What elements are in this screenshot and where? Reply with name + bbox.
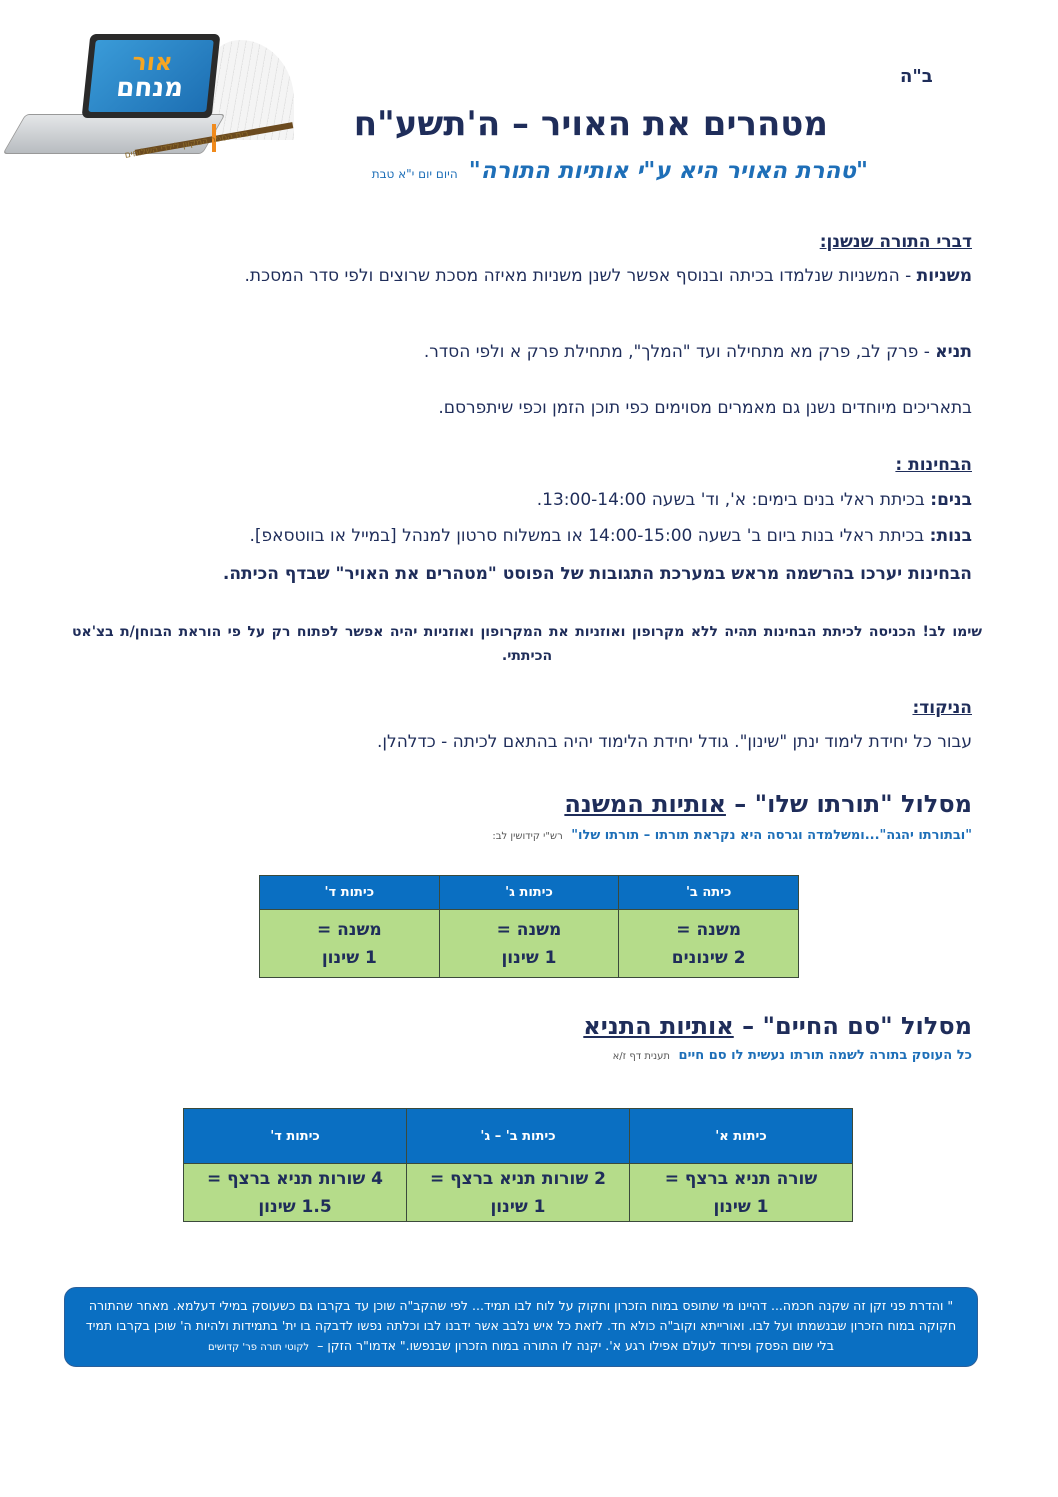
logo-text-or: אור [130, 48, 175, 76]
table-header-row [184, 1109, 853, 1164]
subtitle-quote: "טהרת האויר היא ע"י אותיות התורה" [468, 158, 868, 184]
table-cell [630, 1164, 853, 1222]
page-subtitle [372, 158, 868, 184]
girls-exam-line [249, 516, 972, 556]
table-row [260, 910, 799, 978]
track-tanya-title [583, 1012, 972, 1040]
table-header-row [260, 876, 799, 910]
cell-line: 1 שינון [501, 947, 557, 968]
laptop-screen-graphic [82, 34, 221, 118]
mishnayot-paragraph [130, 256, 972, 296]
special-dates-paragraph: בתאריכים מיוחדים נשנן גם מאמרים מסוימים כפי תוכן הזמן וכפי שיתפרסם. [438, 398, 972, 418]
table-cell [407, 1164, 630, 1222]
tanya-text: - פרק לב, פרק מא מתחילה ועד "המלך", מתחילת פרק א ולפי הסדר. [423, 342, 936, 362]
alter-rebbe-quote-box [64, 1287, 978, 1367]
cell-line: משנה = [316, 919, 382, 940]
tanya-paragraph [424, 332, 972, 372]
table-cell [260, 910, 440, 978]
logo-text-menachem: מנחם [114, 73, 185, 103]
mishnayot-label: משניות [916, 266, 972, 286]
scoring-paragraph: עבור כל יחידת לימוד ינתן "שינון". גודל יחידת הלימוד יהיה בהתאם לכיתה - כדלהלן. [377, 732, 972, 752]
track-mishna-title [564, 790, 972, 818]
table-header-cell: כיתות א' [630, 1109, 853, 1164]
registration-line: הבחינות יערכו בהרשמה מראש במערכת התגובות של הפוסט "מטהרים את האויר" שבדף הכיתה. [222, 564, 972, 584]
table-header-cell: כיתה ב' [619, 876, 799, 910]
exam-notice: שימו לב! הכניסה לכיתת הבחינות תהיה ללא מקרופון ואוזניות את המקרופון ואוזניות יהיה אפשר לפתוח רק על פי הוראת הבוחן/ת בצ'אט הכיתתי. [72, 624, 982, 664]
cell-line: 2 שורות תניא ברצף = [429, 1168, 607, 1189]
logo-caption: בית הספר המקוון לילדי השלוחים [124, 129, 250, 161]
quote-source: לקוטי תורה פר' קדושים [208, 1342, 310, 1353]
cell-line: משנה = [496, 919, 562, 940]
table-cell [619, 910, 799, 978]
school-logo [14, 28, 294, 168]
girls-label: בנות: [929, 526, 972, 546]
track-tanya-subtitle [613, 1048, 972, 1063]
cell-line: משנה = [676, 919, 742, 940]
mishnayot-text: - המשניות שנלמדו בכיתה ובנוסף אפשר לשנן משניות מאיזה מסכת שרוצים ולפי סדר המסכת. [244, 266, 917, 286]
boys-text: בכיתת ראלי בנים בימים: א', וד' בשעה 13:00-14:00. [536, 490, 931, 510]
table-row [184, 1164, 853, 1222]
cell-line: 1 שינון [490, 1196, 546, 1217]
mishna-scoring-table [259, 875, 799, 978]
quote-text: " והדרת פני זקן זה שקנה חכמה... דהיינו מי שתופס במוח הזכרון וחקוק על לוח לבו תמיד... לפי שהקב"ה שוכן עד בקרבו גם כשעוסק במילי דעלמא. מאחר שהתורה חקוקה במוח הזכרון שבנשמתו ועל לבו. ואורייתא וקוב"ה כולא חד. לזאת כל איש נלבב אשר ידבנו לבו וכלתה נפשו לדבקה בו ית' בתמידות ולהיות ה' שוכן בקרבו תמיד בלי שום הפסק ופירוד לעולם אפילו רגע א'. יקנה לו התורה במוח הזכרון שבנפשו." אדמו"ר הזקן – [85, 1298, 957, 1353]
track-mishna-quote: "ובתורתו יהגה"...ומשלמדה וגרסה היא נקראת תורתו – תורתו שלו" [571, 828, 972, 843]
torah-section-heading: דברי התורה שנשנן: [819, 232, 972, 252]
track-mishna-source: רש"י קידושין לב: [492, 831, 563, 842]
scoring-section-heading: הניקוד: [912, 698, 972, 718]
cell-line: 1 שינון [713, 1196, 769, 1217]
table-header-cell: כיתות ד' [184, 1109, 407, 1164]
tanya-label: תניא [935, 342, 972, 362]
exams-section-heading: הבחינות : [895, 455, 972, 475]
track-tanya-title-underlined: אותיות התניא [583, 1012, 734, 1040]
page-title: מטהרים את האויר – ה'תשע"ח [353, 104, 828, 144]
boys-exam-line [537, 480, 972, 520]
cell-line: 4 שורות תניא ברצף = [206, 1168, 384, 1189]
subtitle-date: היום יום י"א טבת [371, 167, 458, 181]
cell-line: 2 שינונים [671, 947, 746, 968]
bh-mark: ב"ה [900, 66, 933, 87]
table-header-cell: כיתות ד' [260, 876, 440, 910]
track-tanya-quote: כל העוסק בתורה לשמה תורתו נעשית לו סם חיים [678, 1048, 972, 1063]
track-mishna-title-underlined: אותיות המשנה [564, 790, 726, 818]
table-cell [184, 1164, 407, 1222]
table-header-cell: כיתות ב' – ג' [407, 1109, 630, 1164]
cell-line: 1.5 שינון [258, 1196, 332, 1217]
track-tanya-source: תענית דף ז/א [612, 1051, 670, 1062]
track-mishna-title-prefix: מסלול "תורתו שלו" – [725, 790, 972, 818]
table-header-cell: כיתות ג' [439, 876, 619, 910]
girls-text: בכיתת ראלי בנות ביום ב' בשעה 14:00-15:00 או במשלוח סרטון למנהל [במייל או בווטסאפ]. [249, 526, 930, 546]
table-cell [439, 910, 619, 978]
tanya-scoring-table [183, 1108, 853, 1222]
boys-label: בנים: [930, 490, 972, 510]
cell-line: שורה תניא ברצף = [664, 1168, 818, 1189]
cell-line: 1 שינון [321, 947, 377, 968]
track-tanya-title-prefix: מסלול "סם החיים" – [733, 1012, 972, 1040]
track-mishna-subtitle [492, 828, 972, 843]
